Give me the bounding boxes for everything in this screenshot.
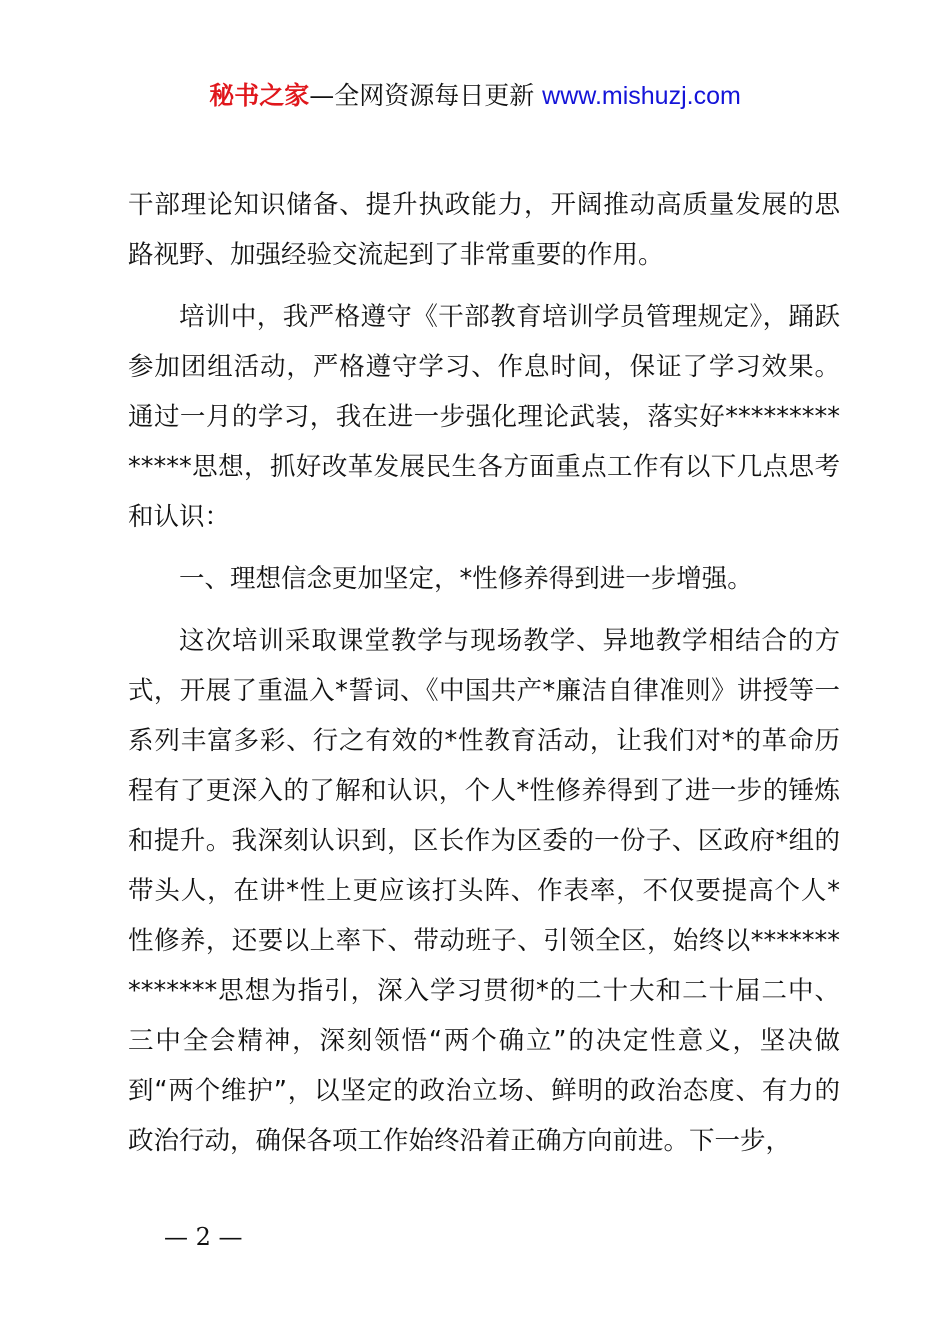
site-url[interactable]: www.mishuzj.com bbox=[542, 82, 741, 110]
brand-name: 秘书之家 bbox=[209, 81, 310, 110]
site-header bbox=[0, 80, 950, 112]
page-number: — 2 — bbox=[164, 1223, 243, 1251]
section-heading: 一、理想信念更加坚定，*性修养得到进一步增强。 bbox=[179, 564, 753, 594]
paragraph-continuation: 干部理论知识储备、提升执政能力，开阔推动高质量发展的思路视野、加强经验交流起到了非常重要的作用。 bbox=[128, 190, 840, 270]
paragraph-training: 培训中，我严格遵守《干部教育培训学员管理规定》，踊跃参加团组活动，严格遵守学习、作息时间，保证了学习效果。通过一月的学习，我在进一步强化理论武装，落实好**************思想，抓好改革发展民生各方面重点工作有以下几点思考和认识： bbox=[128, 302, 840, 532]
header-tagline: —全网资源每日更新 bbox=[309, 81, 543, 110]
document-body bbox=[128, 180, 840, 1178]
paragraph-section-one: 这次培训采取课堂教学与现场教学、异地教学相结合的方式，开展了重温入*誓词、《中国共产*廉洁自律准则》讲授等一系列丰富多彩、行之有效的*性教育活动，让我们对*的革命历程有了更深入的了解和认识，个人*性修养得到了进一步的锤炼和提升。我深刻认识到，区长作为区委的一份子、区政府*组的带头人，在讲*性上更应该打头阵、作表率，不仅要提高个人*性修养，还要以上率下、带动班子、引领全区，始终以**************思想为指引，深入学习贯彻*的二十大和二十届二中、三中全会精神，深刻领悟“两个确立”的决定性意义，坚决做到“两个维护”，以坚定的政治立场、鲜明的政治态度、有力的政治行动，确保各项工作始终沿着正确方向前进。下一步， bbox=[128, 626, 840, 1156]
